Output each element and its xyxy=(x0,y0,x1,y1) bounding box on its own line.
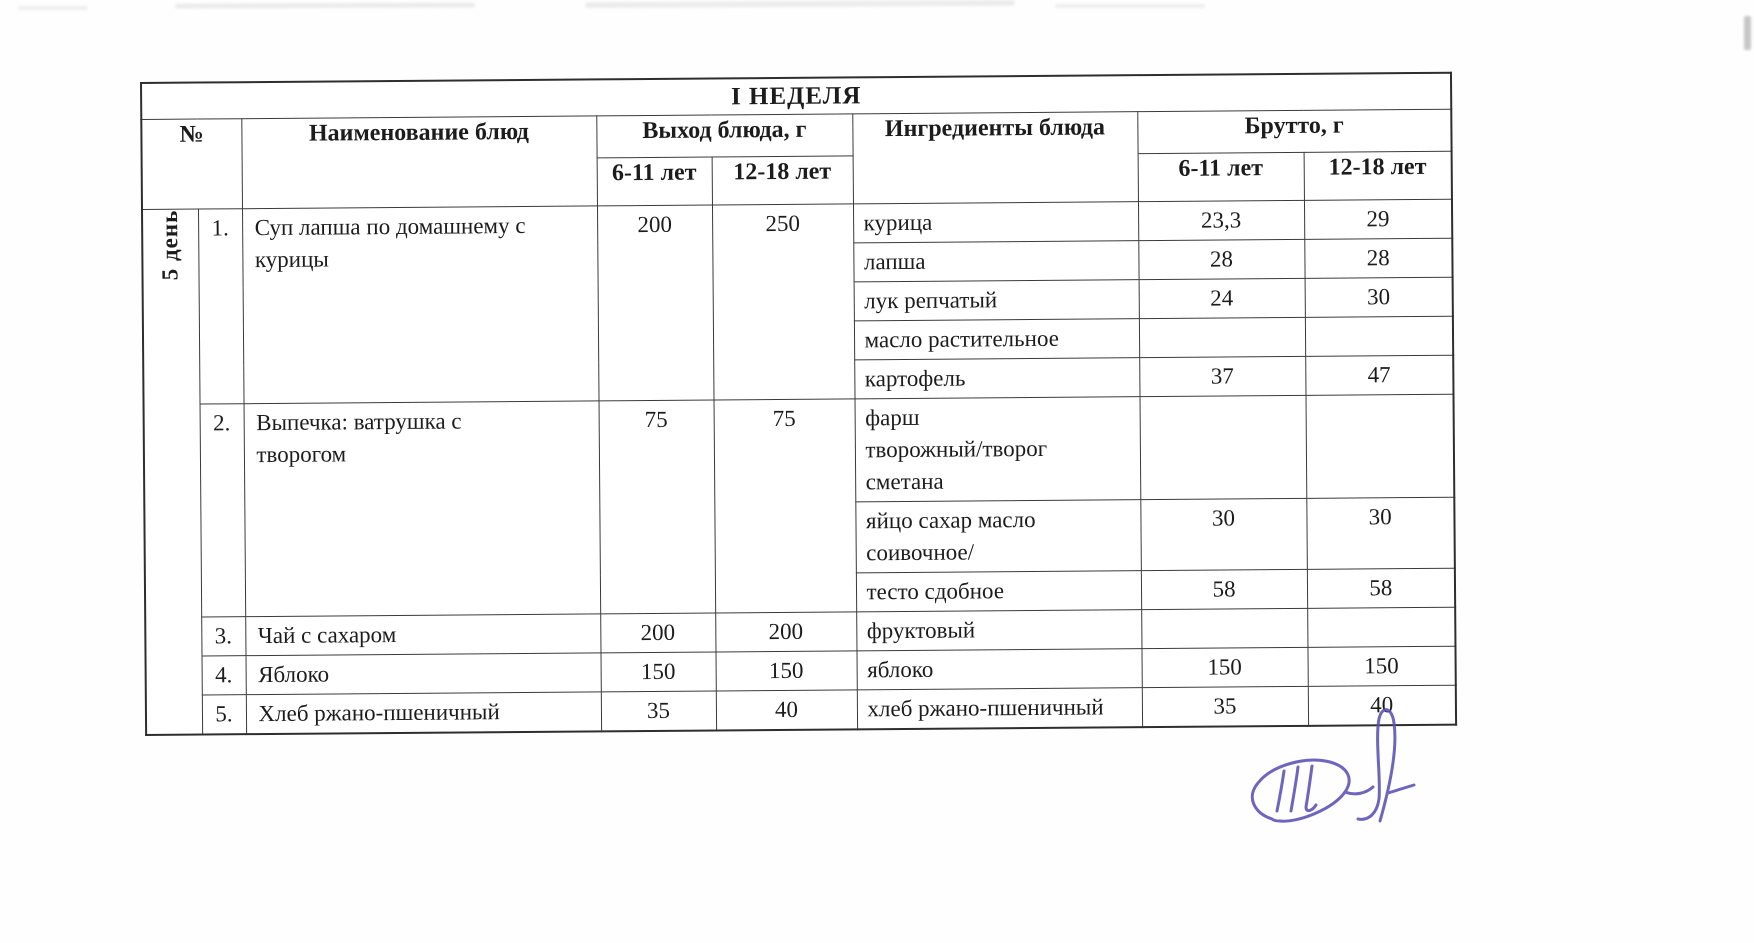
dish-name: Суп лапша по домашнему с курицы xyxy=(242,206,599,404)
ingredient-gross-6-11: 28 xyxy=(1138,239,1304,279)
ingredient-name: тесто сдобное xyxy=(856,571,1141,612)
ingredient-gross-6-11: 24 xyxy=(1139,278,1305,318)
menu-table-wrap xyxy=(140,72,1457,736)
ingredient-gross-12-18: 28 xyxy=(1304,238,1452,278)
dish-number: 5. xyxy=(202,695,246,735)
ingredient-gross-12-18: 29 xyxy=(1304,199,1452,239)
scan-artifact xyxy=(18,6,88,10)
dish-number: 3. xyxy=(201,617,245,656)
ingredient-name: курица xyxy=(853,202,1138,243)
dish-number: 2. xyxy=(200,404,246,617)
ingredient-gross-6-11: 23,3 xyxy=(1138,200,1304,240)
ingredient-gross-6-11: 58 xyxy=(1141,569,1307,609)
ingredient-gross-12-18 xyxy=(1305,394,1454,498)
handwritten-signature xyxy=(1232,693,1422,853)
dish-name: Выпечка: ватрушка с творогом xyxy=(244,401,601,617)
dish-output-12-18: 250 xyxy=(712,204,855,400)
scan-artifact xyxy=(585,0,1015,8)
ingredient-gross-12-18: 58 xyxy=(1307,568,1455,608)
ingredient-gross-6-11: 30 xyxy=(1140,498,1307,570)
ingredient-gross-12-18: 30 xyxy=(1306,497,1455,569)
ingredient-gross-12-18 xyxy=(1307,607,1455,647)
dish-output-6-11: 150 xyxy=(600,652,715,692)
ingredient-gross-12-18: 150 xyxy=(1307,646,1455,686)
ingredient-name: фарш творожный/творог сметана xyxy=(855,397,1141,502)
dish-output-12-18: 40 xyxy=(716,690,857,731)
ingredient-name: лапша xyxy=(853,241,1138,282)
dish-output-12-18: 200 xyxy=(715,612,856,652)
ingredient-gross-6-11: 35 xyxy=(1142,686,1308,727)
ingredient-name: лук репчатый xyxy=(854,280,1139,321)
dish-number: 1. xyxy=(198,209,244,404)
ingredient-gross-6-11 xyxy=(1141,608,1307,648)
ingredient-name: масло растительное xyxy=(854,319,1139,360)
menu-row xyxy=(144,394,1455,507)
scan-artifact xyxy=(1744,16,1751,50)
dish-output-6-11: 75 xyxy=(599,400,716,614)
header-output-age-12-18: 12-18 лет xyxy=(712,156,853,205)
ingredient-name: картофель xyxy=(854,358,1139,399)
signature-strokes xyxy=(1252,710,1414,822)
ingredient-gross-12-18: 47 xyxy=(1305,355,1453,395)
ingredient-name: фруктовый xyxy=(856,610,1141,651)
dish-name: Хлеб ржано-пшеничный xyxy=(246,692,601,734)
week-title: I НЕДЕЛЯ xyxy=(141,73,1451,120)
signature-scribble xyxy=(1232,693,1422,848)
scan-artifact xyxy=(1055,4,1205,8)
menu-table-body xyxy=(142,199,1456,735)
dish-output-6-11: 200 xyxy=(597,205,714,401)
day-cell xyxy=(142,209,202,735)
header-output: Выход блюда, г xyxy=(596,114,852,158)
dish-output-6-11: 200 xyxy=(600,613,715,653)
ingredient-name: яблоко xyxy=(856,649,1141,690)
ingredient-name: яйцо сахар масло соивочное/ xyxy=(855,500,1141,573)
ingredient-gross-6-11 xyxy=(1140,395,1307,499)
menu-table xyxy=(140,72,1457,736)
dish-name: Чай с сахаром xyxy=(245,614,600,656)
header-ingredients: Ингредиенты блюда xyxy=(852,112,1138,204)
dish-output-6-11: 35 xyxy=(601,691,716,731)
ingredient-gross-12-18 xyxy=(1305,316,1453,356)
header-gross-age-12-18: 12-18 лет xyxy=(1304,151,1452,200)
scan-artifact xyxy=(175,2,475,8)
ingredient-gross-6-11: 37 xyxy=(1139,356,1305,396)
dish-output-12-18: 75 xyxy=(714,399,857,613)
ingredient-gross-6-11: 150 xyxy=(1141,647,1307,687)
ingredient-name: хлеб ржано-пшеничный xyxy=(857,688,1142,730)
ingredient-gross-12-18: 30 xyxy=(1305,277,1453,317)
header-number: № xyxy=(141,119,242,210)
ingredient-gross-6-11 xyxy=(1139,317,1305,357)
ingredient-gross-12-18: 40 xyxy=(1308,685,1456,726)
day-label: 5 день xyxy=(157,209,183,281)
dish-output-12-18: 150 xyxy=(715,651,856,691)
header-gross: Брутто, г xyxy=(1137,109,1451,153)
dish-name: Яблоко xyxy=(246,653,601,695)
header-dish-name: Наименование блюд xyxy=(241,116,597,209)
header-output-age-6-11: 6-11 лет xyxy=(597,157,712,206)
header-gross-age-6-11: 6-11 лет xyxy=(1138,152,1304,201)
dish-number: 4. xyxy=(202,656,246,695)
